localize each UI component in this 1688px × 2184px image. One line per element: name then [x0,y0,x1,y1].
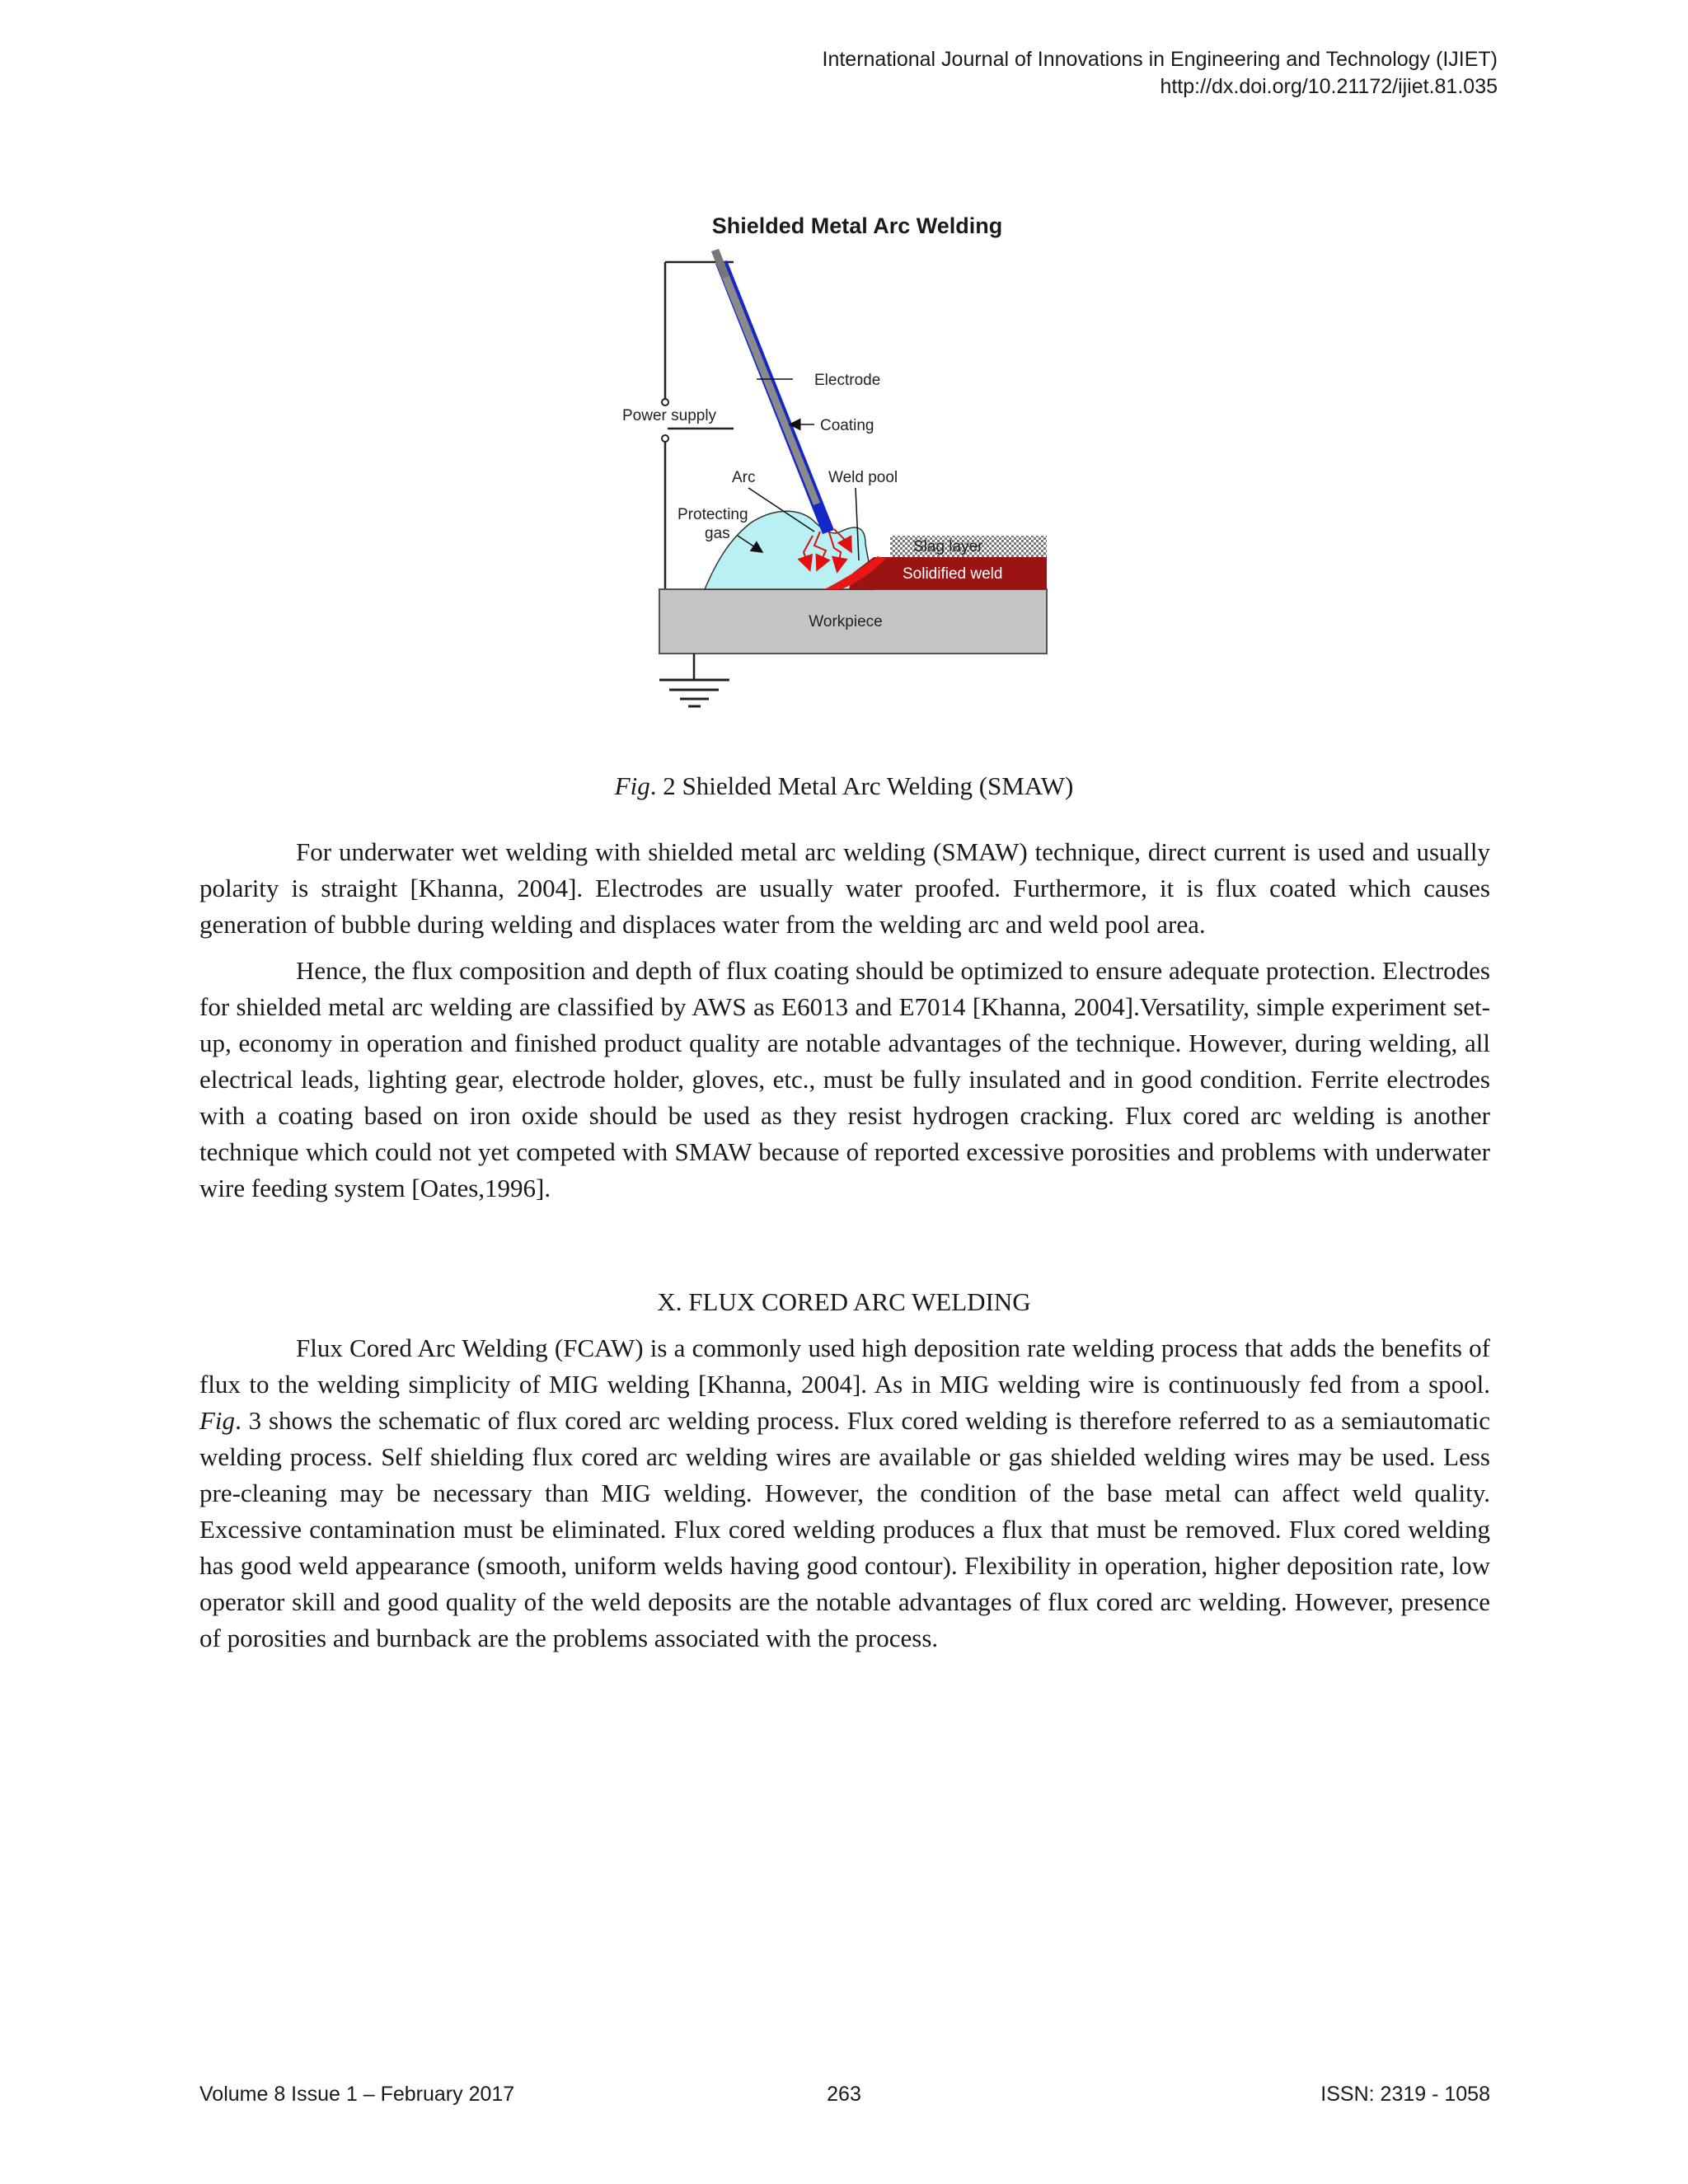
journal-name: International Journal of Innovations in Engineering and Technology (IJIET) [822,48,1498,71]
label-arc: Arc [732,469,756,486]
footer-volume: Volume 8 Issue 1 – February 2017 [199,2083,515,2106]
body-block-fcaw [199,1330,1490,1657]
caption-text: . 2 Shielded Metal Arc Welding (SMAW) [649,771,1074,800]
terminal-bottom [662,435,668,442]
label-protecting-gas-1: Protecting [678,506,748,523]
electrode-core [711,249,820,505]
paragraph-fcaw-1-part-a: Flux Cored Arc Welding (FCAW) is a commonly used high deposition rate welding process that adds the benefits of flux to the welding simplicity of MIG welding [Khanna, 2004]. As in MIG welding wire is continuously fed from a spool. [199,1333,1490,1399]
label-power-supply: Power supply [622,407,717,424]
label-workpiece: Workpiece [809,613,883,630]
page-header [823,46,1498,101]
figure-caption [0,770,1688,803]
label-protecting-gas-2: gas [705,525,730,542]
terminal-top [662,399,668,405]
label-weld-pool: Weld pool [828,469,898,486]
caption-fig-word: Fig [614,771,650,800]
paragraph-fcaw-1 [199,1330,1490,1657]
smaw-figure [593,206,1088,725]
paragraph-fcaw-fig-ref: Fig [199,1406,236,1435]
footer-page-number: 263 [827,2083,861,2106]
label-slag-layer: Slag layer [913,538,983,555]
paragraph-smaw-2: Hence, the flux composition and depth of flux coating should be optimized to ensure adequate protection. Electrodes for shielded metal arc welding are classified by AWS as E6013 and E7014 [Khanna, 2004].Versatility, simple experiment set-up, economy in operation and finished product quality are notable advantages of the technique. However, during welding, all electrical leads, lighting gear, electrode holder, gloves, etc., must be fully insulated and in good condition. Ferrite electrodes with a coating based on iron oxide should be used as they resist hydrogen cracking. Flux cored arc welding is another technique which could not yet competed with SMAW because of reported excessive porosities and problems with underwater wire feeding system [Oates,1996]. [199,956,1490,1202]
paragraph-smaw-1: For underwater wet welding with shielded metal arc welding (SMAW) technique, direct current is used and usually polarity is straight [Khanna, 2004]. Electrodes are usually water proofed. Furthermore, it is flux coated which causes generation of bubble during welding and displaces water from the welding arc and weld pool area. [199,837,1490,939]
label-coating: Coating [820,417,874,434]
smaw-diagram [593,206,1088,725]
paragraph-fcaw-1-part-b: . 3 shows the schematic of flux cored arc welding process. Flux cored welding is therefore referred to as a semiautomatic welding process. Self shielding flux cored arc welding wires are available or gas shielded welding wires may be used. Less pre-cleaning may be necessary than MIG welding. However, the condition of the base metal can affect weld quality. Excessive contamination must be eliminated. Flux cored welding produces a flux that must be removed. Flux cored welding has good weld appearance (smooth, uniform welds having good contour). Flexibility in operation, higher deposition rate, low operator skill and good quality of the weld deposits are the notable advantages of flux cored arc welding. However, presence of porosities and burnback are the problems associated with the process. [199,1406,1490,1652]
section-heading-fcaw: X. FLUX CORED ARC WELDING [657,1287,1031,1316]
label-solidified-weld: Solidified weld [903,565,1003,583]
figure-title: Shielded Metal Arc Welding [711,213,1003,238]
body-block-smaw [199,834,1490,1207]
footer-issn: ISSN: 2319 - 1058 [1320,2083,1490,2106]
label-electrode: Electrode [814,372,881,389]
doi-link[interactable]: http://dx.doi.org/10.21172/ijiet.81.035 [1160,75,1498,98]
